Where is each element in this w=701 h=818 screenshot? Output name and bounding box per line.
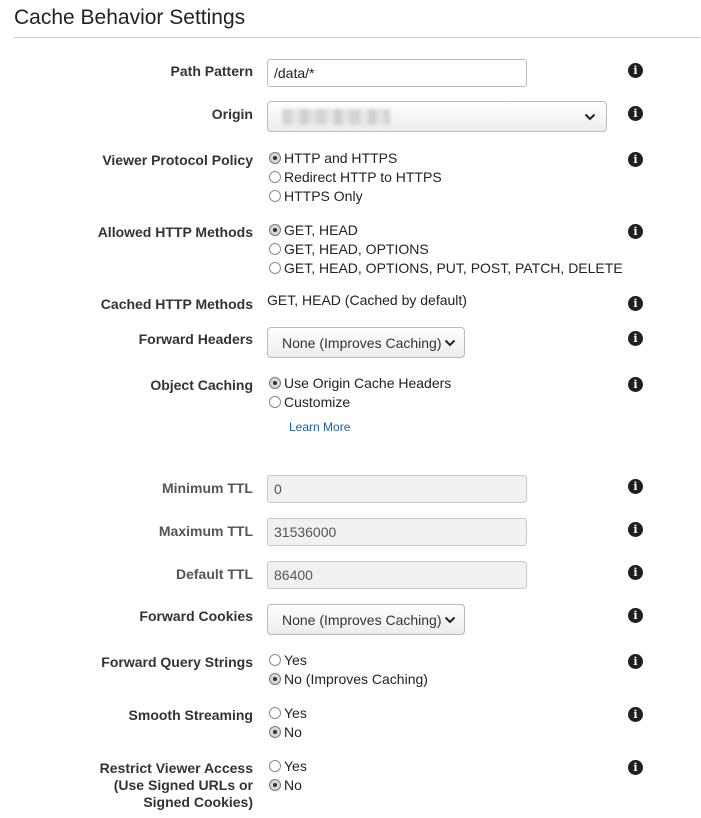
forward-headers-info-icon[interactable]: i xyxy=(628,331,643,346)
radio-option[interactable]: No xyxy=(269,775,307,794)
forward-cookies-label: Forward Cookies xyxy=(139,608,253,624)
forward-headers-select[interactable]: None (Improves Caching) xyxy=(267,327,465,358)
radio-button[interactable] xyxy=(269,377,281,389)
origin-label: Origin xyxy=(211,106,253,122)
default-ttl-input[interactable] xyxy=(267,561,527,589)
cached-http-methods-label: Cached HTTP Methods xyxy=(100,296,253,312)
default-ttl-label: Default TTL xyxy=(176,566,253,582)
title-divider xyxy=(14,37,700,38)
radio-button[interactable] xyxy=(269,190,281,202)
allowed-http-methods-radio-group xyxy=(269,220,623,277)
forward-cookies-info-icon[interactable]: i xyxy=(628,608,643,623)
forward-query-strings-radio-group xyxy=(269,650,428,688)
chevron-down-icon xyxy=(442,333,458,353)
radio-option[interactable]: Customize xyxy=(269,392,451,411)
radio-option[interactable]: No (Improves Caching) xyxy=(269,669,428,688)
cached-http-methods-info-icon[interactable]: i xyxy=(628,296,643,311)
radio-option[interactable]: GET, HEAD, OPTIONS xyxy=(269,239,623,258)
forward-query-strings-label: Forward Query Strings xyxy=(101,654,253,670)
origin-select[interactable] xyxy=(267,101,607,132)
radio-option[interactable]: No xyxy=(269,722,307,741)
radio-button[interactable] xyxy=(269,243,281,255)
radio-button[interactable] xyxy=(269,707,281,719)
forward-headers-label: Forward Headers xyxy=(138,331,253,347)
maximum-ttl-label: Maximum TTL xyxy=(158,523,253,539)
minimum-ttl-input[interactable] xyxy=(267,475,527,503)
smooth-streaming-radio-group xyxy=(269,703,307,741)
path-pattern-label: Path Pattern xyxy=(170,63,253,79)
object-caching-label: Object Caching xyxy=(150,377,253,393)
viewer-protocol-policy-label: Viewer Protocol Policy xyxy=(102,152,253,168)
minimum-ttl-label: Minimum TTL xyxy=(162,480,253,496)
viewer-protocol-policy-radio-group xyxy=(269,148,442,205)
restrict-viewer-access-info-icon[interactable]: i xyxy=(628,760,643,775)
radio-button[interactable] xyxy=(269,396,281,408)
forward-query-strings-info-icon[interactable]: i xyxy=(628,654,643,669)
restrict-viewer-access-label: Restrict Viewer Access (Use Signed URLs or Signed Cookies) xyxy=(99,760,253,810)
origin-redacted-value xyxy=(282,109,390,125)
path-pattern-info-icon[interactable]: i xyxy=(628,63,643,78)
chevron-down-icon xyxy=(442,610,458,630)
viewer-protocol-policy-info-icon[interactable]: i xyxy=(628,152,643,167)
minimum-ttl-info-icon[interactable]: i xyxy=(628,479,643,494)
object-caching-info-icon[interactable]: i xyxy=(628,377,643,392)
radio-button[interactable] xyxy=(269,726,281,738)
default-ttl-info-icon[interactable]: i xyxy=(628,565,643,580)
radio-option[interactable]: GET, HEAD xyxy=(269,220,623,239)
radio-option[interactable]: Yes xyxy=(269,756,307,775)
origin-info-icon[interactable]: i xyxy=(628,106,643,121)
radio-option[interactable]: Yes xyxy=(269,703,307,722)
radio-button[interactable] xyxy=(269,673,281,685)
radio-option[interactable]: Redirect HTTP to HTTPS xyxy=(269,167,442,186)
maximum-ttl-input[interactable] xyxy=(267,518,527,546)
radio-button[interactable] xyxy=(269,262,281,274)
radio-option[interactable]: Use Origin Cache Headers xyxy=(269,373,451,392)
forward-cookies-select[interactable]: None (Improves Caching) xyxy=(267,604,465,635)
smooth-streaming-info-icon[interactable]: i xyxy=(628,707,643,722)
radio-button[interactable] xyxy=(269,152,281,164)
radio-option[interactable]: GET, HEAD, OPTIONS, PUT, POST, PATCH, DELETE xyxy=(269,258,623,277)
learn-more-link[interactable]: Learn More xyxy=(289,420,351,434)
page-title: Cache Behavior Settings xyxy=(14,6,246,29)
cached-http-methods-value: GET, HEAD (Cached by default) xyxy=(267,292,467,308)
object-caching-radio-group xyxy=(269,373,451,411)
radio-button[interactable] xyxy=(269,654,281,666)
radio-option[interactable]: HTTPS Only xyxy=(269,186,442,205)
chevron-down-icon xyxy=(580,107,600,127)
radio-button[interactable] xyxy=(269,171,281,183)
maximum-ttl-info-icon[interactable]: i xyxy=(628,522,643,537)
radio-option[interactable]: Yes xyxy=(269,650,428,669)
radio-option[interactable]: HTTP and HTTPS xyxy=(269,148,442,167)
allowed-http-methods-label: Allowed HTTP Methods xyxy=(97,224,253,240)
radio-button[interactable] xyxy=(269,779,281,791)
path-pattern-input[interactable] xyxy=(267,59,527,87)
radio-button[interactable] xyxy=(269,224,281,236)
allowed-http-methods-info-icon[interactable]: i xyxy=(628,224,643,239)
smooth-streaming-label: Smooth Streaming xyxy=(128,707,253,723)
radio-button[interactable] xyxy=(269,760,281,772)
restrict-viewer-access-radio-group xyxy=(269,756,307,794)
